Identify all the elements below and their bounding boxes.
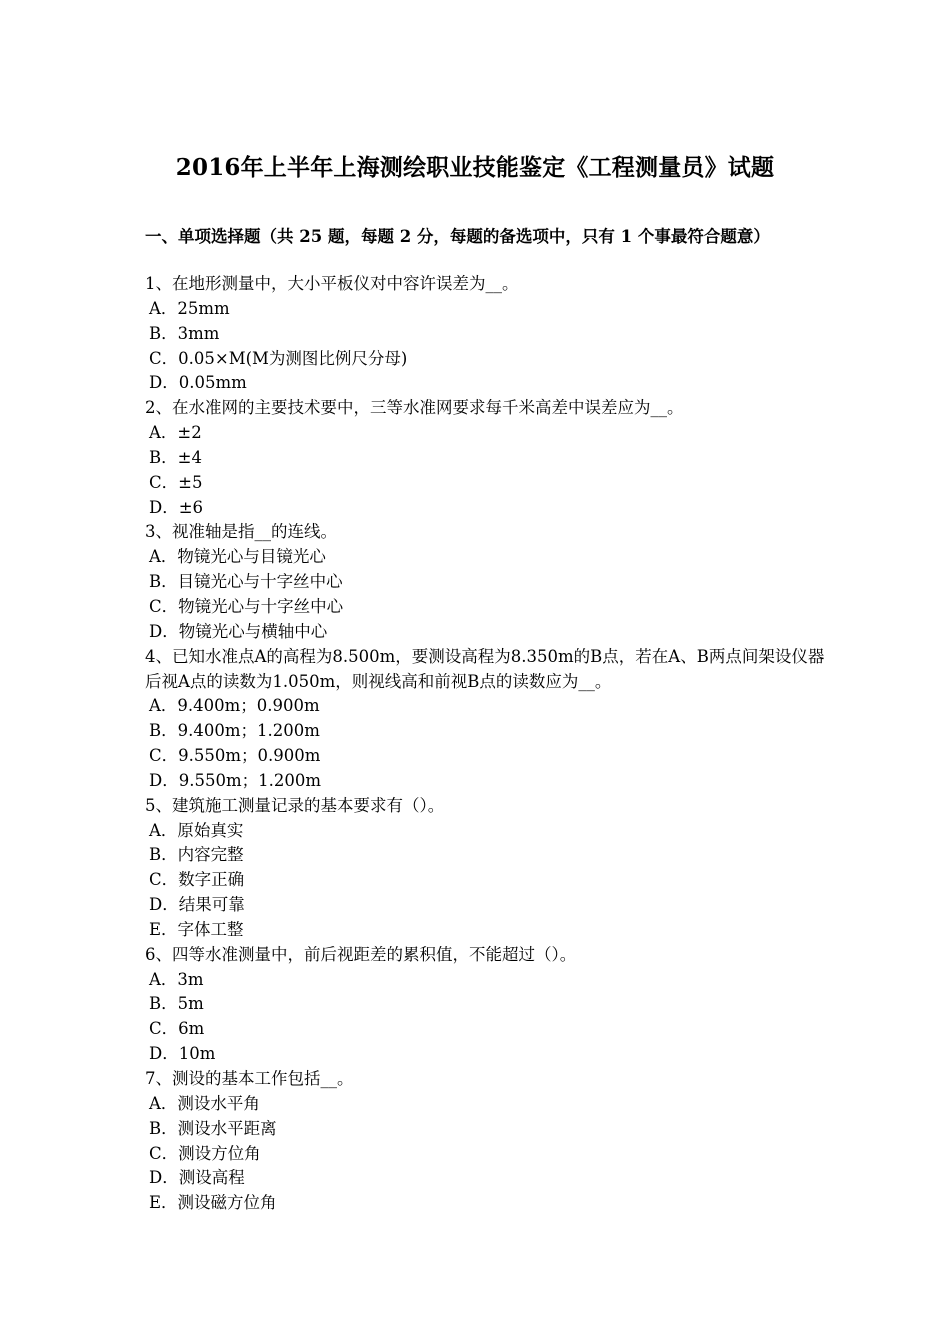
question-option: C．6m (149, 1019, 205, 1039)
question-option: D．9.550m；1.200m (149, 770, 321, 790)
question-option: C．9.550m；0.900m (149, 746, 321, 766)
document-title: 2016年上半年上海测绘职业技能鉴定《工程测量员》试题 (175, 154, 775, 181)
question-option: A．测设水平角 (149, 1093, 260, 1113)
question-option: B．目镜光心与十字丝中心 (149, 572, 343, 592)
question-5 (145, 794, 825, 943)
question-option: C．测设方位角 (149, 1143, 261, 1163)
question-3 (145, 520, 825, 644)
question-1 (145, 272, 825, 396)
question-stem: 6、四等水准测量中，前后视距差的累积值，不能超过（）。 (145, 944, 577, 964)
question-option: A．±2 (149, 423, 202, 443)
question-option: C．数字正确 (149, 870, 245, 890)
question-option: C．0.05×M(M为测图比例尺分母) (149, 348, 408, 368)
question-option: B．5m (149, 994, 204, 1014)
question-stem: 1、在地形测量中，大小平板仪对中容许误差为__。 (145, 274, 519, 293)
question-stem: 2、在水准网的主要技术要中，三等水准网要求每千米高差中误差应为__。 (145, 398, 684, 418)
question-option: A．9.400m；0.900m (149, 696, 320, 716)
question-stem: 4、已知水准点A的高程为8.500m，要测设高程为8.350m的B点，若在A、B两点间架设仪器后视A点的读数为1.050m，则视线高和前视B点的读数应为__。 (145, 646, 825, 691)
question-option: D．0.05mm (149, 373, 247, 393)
question-option: D．物镜光心与横轴中心 (149, 621, 328, 641)
question-6 (145, 943, 825, 1067)
question-option: D．结果可靠 (149, 895, 245, 915)
question-option: C．±5 (149, 472, 203, 492)
question-option: D．10m (149, 1044, 216, 1064)
question-option: E．字体工整 (149, 919, 244, 939)
question-stem: 5、建筑施工测量记录的基本要求有（）。 (145, 795, 445, 815)
question-option: B．±4 (149, 447, 202, 467)
question-2 (145, 396, 825, 520)
question-option: B．内容完整 (149, 845, 244, 865)
question-option: B．测设水平距离 (149, 1118, 277, 1138)
question-option: C．物镜光心与十字丝中心 (149, 596, 344, 616)
question-4 (145, 645, 825, 794)
question-option: B．9.400m；1.200m (149, 721, 320, 741)
question-stem: 7、测设的基本工作包括__。 (145, 1069, 354, 1088)
question-list (145, 272, 825, 1216)
question-option: E．测设磁方位角 (149, 1193, 277, 1213)
question-7 (145, 1067, 825, 1216)
question-option: B．3mm (149, 323, 220, 343)
question-option: D．测设高程 (149, 1168, 245, 1188)
question-option: A．原始真实 (149, 820, 244, 840)
question-option: A．物镜光心与目镜光心 (149, 547, 326, 567)
section-heading: 一、单项选择题（共 25 题，每题 2 分，每题的备选项中，只有 1 个事最符合题意） (145, 227, 770, 246)
question-option: A．3m (149, 969, 204, 989)
question-stem: 3、视准轴是指__的连线。 (145, 522, 337, 542)
question-option: D．±6 (149, 497, 204, 517)
question-option: A．25mm (149, 298, 230, 318)
